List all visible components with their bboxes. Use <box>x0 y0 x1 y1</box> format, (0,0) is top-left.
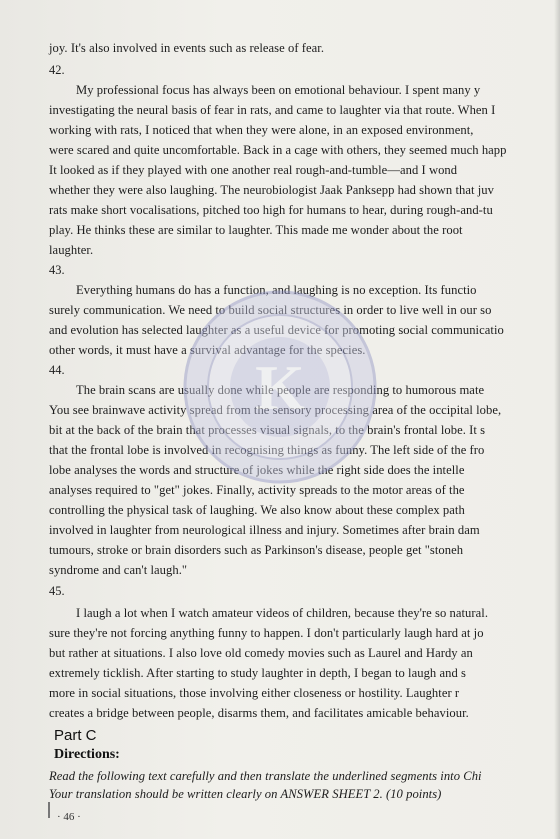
text-line: rats make short vocalisations, pitched too high for humans to hear, during rough-and-tu <box>49 203 493 217</box>
text-line: that the frontal lobe is involved in recognising things as funny. The left side of the fro <box>49 443 485 457</box>
question-number-43: 43. <box>49 263 65 277</box>
text-line: It looked as if they played with one another real rough-and-tumble—and I wond <box>49 163 458 177</box>
text-line: play. He thinks these are similar to laughter. This made me wonder about the root <box>49 223 463 237</box>
text-line: creates a bridge between people, disarms them, and facilitates amicable behaviour. <box>49 706 469 720</box>
text-line: more in social situations, those involving either closeness or hostility. Laughter r <box>49 686 460 700</box>
text-line: tumours, stroke or brain disorders such as Parkinson's disease, people get "stoneh <box>49 543 464 557</box>
text-line: and evolution has selected laughter as a useful device for promoting social communicatio <box>49 323 504 337</box>
text-line: other words, it must have a survival advantage for the species. <box>49 343 366 357</box>
text-line: Everything humans do has a function, and laughing is no exception. Its functio <box>76 283 477 297</box>
margin-mark <box>48 802 50 818</box>
text-line: controlling the physical task of laughing. We also know about these complex path <box>49 503 465 517</box>
text-line: joy. It's also involved in events such as release of fear. <box>49 41 325 55</box>
text-line: My professional focus has always been on emotional behaviour. I spent many y <box>76 83 481 97</box>
text-line: but rather at situations. I also love old comedy movies such as Laurel and Hardy an <box>49 646 473 660</box>
directions-text: Your translation should be written clearly on ANSWER SHEET 2. (10 points) <box>49 787 442 801</box>
text-line: analyses required to "get" jokes. Finally, activity spreads to the motor areas of the <box>49 483 465 497</box>
text-line: bit at the back of the brain that processes visual signals, to the brain's frontal lobe. It s <box>49 423 486 437</box>
question-number-42: 42. <box>49 63 65 77</box>
text-line: You see brainwave activity spread from the sensory processing area of the occipital lobe, <box>49 403 502 417</box>
directions-text: Read the following text carefully and then translate the underlined segments into Chi <box>49 769 482 783</box>
text-line: whether they were also laughing. The neurobiologist Jaak Panksepp had shown that juv <box>49 183 495 197</box>
watermark-letter: K <box>255 352 305 423</box>
text-line: laughter. <box>49 243 94 257</box>
text-line: I laugh a lot when I watch amateur videos of children, because they're so natural. <box>76 606 489 620</box>
text-line: The brain scans are usually done while people are responding to humorous mate <box>76 383 485 397</box>
page-number: · 46 · <box>57 811 81 823</box>
section-heading: Part C <box>54 727 97 744</box>
text-line: working with rats, I noticed that when they were alone, in an exposed environment, <box>49 123 474 137</box>
text-line: sure they're not forcing anything funny to happen. I don't particularly laugh hard at jo <box>49 626 484 640</box>
text-line: involved in laughter from neurological illness and injury. Sometimes after brain dam <box>49 523 480 537</box>
text-line: extremely ticklish. After starting to study laughter in depth, I began to laugh and s <box>49 666 466 680</box>
text-line: surely communication. We need to build social structures in order to live well in our so <box>49 303 492 317</box>
text-line: investigating the neural basis of fear in rats, and came to laughter via that route. When I <box>49 103 496 117</box>
question-number-45: 45. <box>49 584 65 598</box>
text-line: syndrome and can't laugh." <box>49 563 188 577</box>
text-line: were scared and quite uncomfortable. Back in a cage with others, they seemed much happ <box>49 143 507 157</box>
text-line: lobe analyses the words and structure of jokes while the right side does the intelle <box>49 463 465 477</box>
question-number-44: 44. <box>49 363 65 377</box>
page-edge-shadow <box>554 0 560 839</box>
directions-label: Directions: <box>54 747 120 762</box>
